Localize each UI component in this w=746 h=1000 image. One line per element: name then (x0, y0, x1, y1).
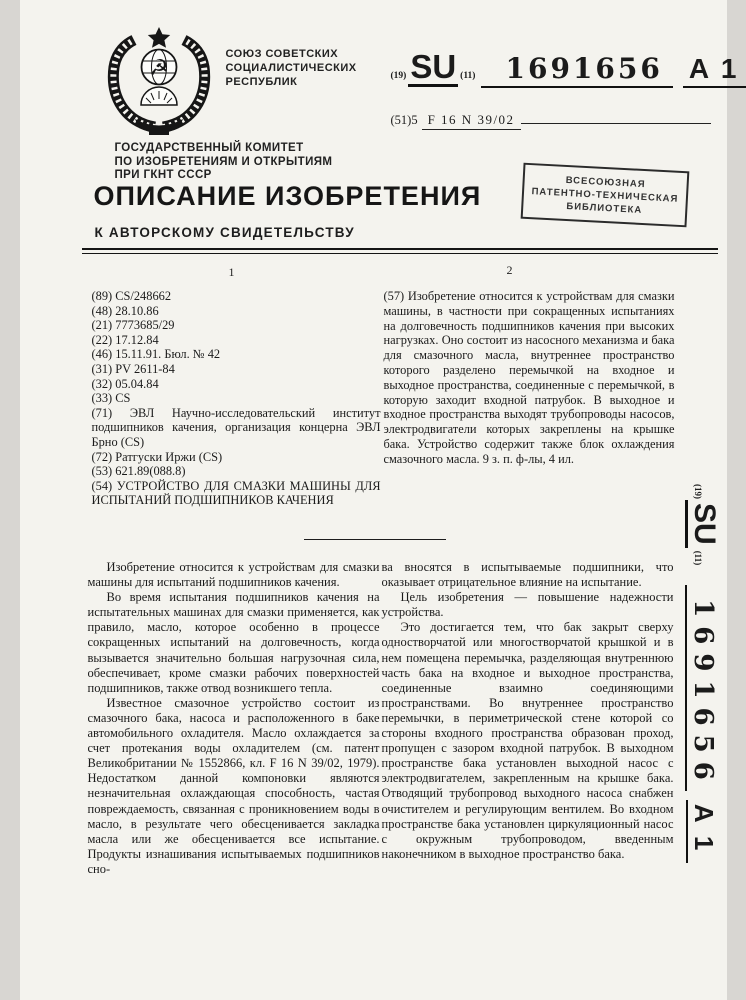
doc-number: 1691656 (481, 55, 672, 88)
stamp-line: ПАТЕНТНО-ТЕХНИЧЕСКАЯ (530, 186, 679, 205)
body-paragraph: Известное смазочное устройство состоит из смазочного бака, насоса и расположенного в баке автомобильного охладителя. Масло охлаждается за счет протекания воды охладителем (см. патент Великобритании № 1552866, кл. F 16 N 39/02, 1979). Недостатком данной компоновки являются незначительная охлаждающая способность, частая повреждаемость, связанная с проникновением воды в масло, в результате чего обесценивается закладка масла или же обесценивается все испытание. Продукты изнашивания испытываемых подшипников сно- (87, 695, 380, 876)
sidebar-doc-number: 1691656 (685, 585, 716, 791)
committee-line: ПО ИЗОБРЕТЕНИЯМ И ОТКРЫТИЯМ (114, 155, 333, 168)
section-divider-rule (304, 539, 446, 540)
bib-item: (22) 17.12.84 (91, 332, 159, 347)
sidebar-country-label: (19) (692, 484, 703, 499)
kind-code: А 1 (683, 55, 746, 88)
star-shape (147, 27, 169, 48)
country-line: СОЦИАЛИСТИЧЕСКИХ (225, 62, 357, 74)
publication-number (390, 48, 739, 88)
country-line: РЕСПУБЛИК (225, 76, 298, 88)
column-number-1: 1 (228, 265, 235, 279)
sidebar-kind-code: А 1 (686, 800, 717, 863)
country-code: SU (410, 48, 457, 85)
body-column-right (382, 560, 674, 862)
abstract-text: (57) Изобретение относится к устройствам для смазки машины, в частности при сокращенных испытаниях на долговечность подшипников качения при высоких нагрузках. Оно состоит из насосного механизма и бака для смазочного масла, внутреннее пространство которого разделено перемычкой на входное и выходное пространства, соединенные с перемычкой, в которую заходит входной патрубок. В выходное и входное пространства выходят трубопроводы насосов, электродвигатели которых закреплены на крышке бака. Устройство содержит также блок охлаждения смазочного масла. 9 з. п. ф-лы, 4 ил. (383, 289, 675, 466)
committee-name (115, 142, 333, 183)
body-paragraph: ва вносятся в испытываемые подшипники, что оказывает отрицательное влияние на испытание. (381, 560, 674, 590)
hammer-sickle-glyph: ☭ (148, 56, 169, 81)
sidebar-country-code: SU (685, 500, 719, 548)
bib-item-inventor: (72) Ратгуски Иржи (CS) (91, 449, 223, 464)
header-divider-rule (82, 248, 718, 254)
bib-item-invention-title: (54) УСТРОЙСТВО ДЛЯ СМАЗКИ МАШИНЫ ДЛЯ ИСПЫТАНИЙ ПОДШИПНИКОВ КАЧЕНИЯ (91, 478, 381, 508)
bibliographic-data (92, 289, 381, 508)
committee-line: ГОСУДАРСТВЕННЫЙ КОМИТЕТ (114, 142, 304, 154)
sidebar-number-label: (11) (692, 550, 703, 566)
ipc-underline (521, 110, 711, 124)
country-code-label: (19) (390, 71, 407, 81)
bib-item: (46) 15.11.91. Бюл. № 42 (91, 347, 221, 362)
bib-item: (89) CS/248662 (91, 289, 172, 303)
body-paragraph: Изобретение относится к устройствам для смазки машины для испытаний подшипников качения. (87, 560, 380, 590)
ussr-emblem-icon (105, 24, 213, 138)
abstract (384, 289, 675, 467)
body-paragraph: Цель изобретения — повышение надежности устройства. (381, 590, 674, 620)
bib-item: (21) 7773685/29 (91, 318, 175, 333)
ipc-label: (51)5 (390, 112, 418, 127)
stamp-line: ВСЕСОЮЗНАЯ (564, 174, 646, 191)
bib-item: (33) CS (91, 391, 131, 406)
country-line: СОЮЗ СОВЕТСКИХ (225, 48, 339, 60)
bib-item: (48) 28.10.86 (91, 303, 159, 318)
doc-number-label: (11) (460, 71, 476, 81)
ipc-classification (391, 110, 711, 130)
library-stamp (520, 163, 689, 228)
body-column-left (88, 560, 380, 877)
bib-item-applicant: (71) ЭВЛ Научно-исследовательский институт подшипников качения, организация концерна ЭВЛ Брно (CS) (91, 405, 381, 449)
bib-item-udc: (53) 621.89(088.8) (91, 464, 186, 479)
bib-item: (31) PV 2611-84 (91, 361, 175, 376)
body-paragraph: Во время испытания подшипников качения на испытательных машинах для смазки применяется, как правило, масло, которое особенно в процессе сокращенных испытаний на долговечность, когда вызывается значительно большая нагрузочная сила, обеспечивает, кроме смазки рабочих поверхностей подшипников, также отвод возникшего тепла. (87, 590, 380, 695)
body-paragraph: Это достигается тем, что бак закрыт сверху одностворчатой или многостворчатой крышкой и в нем помещена перемычка, разделяющая внутреннюю часть бака на входное и выходное пространства, соединенные взаимно соединяющими пространствами. Во внутреннее пространство перемычки, в периметрической стене которой со стороны входного пространства образован проход, пропущен с зазором входной патрубок. В выходном пространстве бака установлен выходной насос с электродвигателем, закрепленным на крышке бака. Отводящий трубопровод выходного насоса снабжен очистителем и регулирующим вентилем. Во входном пространстве бака установлен циркуляционный насос с окружным трубопроводом, введенным наконечником в выходное пространство бака. (381, 620, 674, 861)
document-subtitle: К АВТОРСКОМУ СВИДЕТЕЛЬСТВУ (94, 225, 355, 240)
country-name (226, 47, 357, 89)
bib-item: (32) 05.04.84 (91, 376, 159, 391)
committee-line: ПРИ ГКНТ СССР (114, 169, 212, 181)
patent-document-page (20, 0, 739, 1000)
stamp-line: БИБЛИОТЕКА (565, 201, 642, 216)
document-title: ОПИСАНИЕ ИЗОБРЕТЕНИЯ (93, 181, 482, 211)
column-number-2: 2 (506, 263, 513, 277)
ipc-code: F 16 N 39/02 (422, 112, 521, 130)
